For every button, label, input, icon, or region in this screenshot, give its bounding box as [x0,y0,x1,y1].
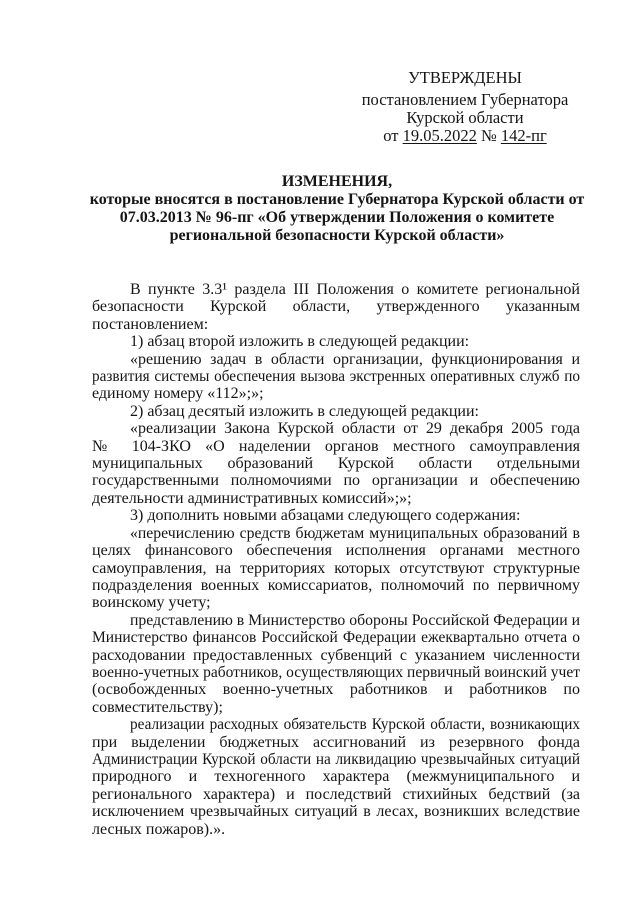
text-line: муниципальных образований Курской области отдельными [92,455,580,473]
text-line: «решению задач в области организации, функционирования и [130,350,580,368]
paragraph [92,612,580,716]
text-line: деятельности административных комиссий»;»; [92,489,412,507]
paragraph [92,507,580,524]
text-line: 3) дополнить новыми абзацами следующего содержания: [130,507,521,525]
text-line: воинскому учету; [92,594,211,612]
approval-region: Курской области [406,108,524,127]
approval-block [355,69,575,145]
text-line: постановлением: [92,315,209,333]
text-line: развития системы обеспечения вызова экстренных оперативных служб по [92,368,580,386]
paragraph [92,716,580,838]
text-line: реализации расходных обязательств Курской области, возникающих [130,716,580,734]
title-line: 07.03.2013 № 96-пг «Об утверждении Положения о комитете [119,209,555,226]
text-line: 1) абзац второй изложить в следующей редакции: [130,333,470,351]
text-line: № 104-ЗКО «О наделении органов местного самоуправления [92,437,580,455]
number-prefix: № [481,126,497,145]
text-line: «перечислению средств бюджетам муниципальных образований в [130,524,580,542]
text-line: Министерство финансов Российской Федерации ежеквартально отчета о [92,629,580,647]
text-line: при выделении бюджетных ассигнований из резервного фонда [92,733,580,751]
text-line: исключением чрезвычайных ситуаций в лесах, возникших вследствие [92,803,580,821]
paragraph [92,333,580,350]
text-line: природного и техногенного характера (межмуниципального и [92,768,580,786]
text-line: (освобожденных военно-учетных работников и работников по [92,681,580,699]
text-line: целях финансового обеспечения исполнения органами местного [92,542,580,560]
text-line: В пункте 3.3¹ раздела III Положения о комитете региональной [130,281,580,298]
document-body [92,281,580,838]
document-title [80,173,594,245]
text-line: государственными полномочиями по организации и обеспечению [92,472,580,490]
title-heading: ИЗМЕНЕНИЯ, [281,173,393,190]
title-line: региональной безопасности Курской области» [169,227,505,244]
text-line: расходовании предоставленных субвенций с указанием численности [92,646,580,664]
text-line: самоуправления, на территориях которых отсутствуют структурные [92,559,580,577]
date-prefix: от [383,126,399,145]
approval-date-line [355,127,575,145]
paragraph [92,403,580,420]
text-line: подразделения военных комиссариатов, полномочий по первичному [92,576,580,594]
paragraph [92,351,580,403]
text-line: 2) абзац десятый изложить в следующей редакции: [130,402,479,420]
approval-issuer: постановлением Губернатора [361,90,569,109]
text-line: лесных пожаров).». [92,820,226,838]
text-line: «реализации Закона Курской области от 29 декабря 2005 года [130,420,580,438]
approval-number: 142-пг [500,126,547,145]
paragraph [92,525,580,612]
text-line: регионального характера) и последствий стихийных бедствий (за [92,785,580,803]
text-line: военно-учетных работников, осуществляющих первичный воинский учет [92,663,580,681]
text-line: Администрации Курской области на ликвидацию чрезвычайных ситуаций [92,750,580,768]
title-line: которые вносятся в постановление Губернатора Курской области от [89,191,585,208]
text-line: совместительству); [92,698,223,716]
text-line: безопасности Курской области, утвержденного указанным [92,298,580,316]
paragraph [92,420,580,507]
approval-status: УТВЕРЖДЕНЫ [408,68,522,87]
paragraph [92,281,580,333]
approval-date: 19.05.2022 [402,126,477,145]
text-line: единому номеру «112»;»; [92,385,264,403]
text-line: представлению в Министерство обороны Российской Федерации и [130,611,580,629]
